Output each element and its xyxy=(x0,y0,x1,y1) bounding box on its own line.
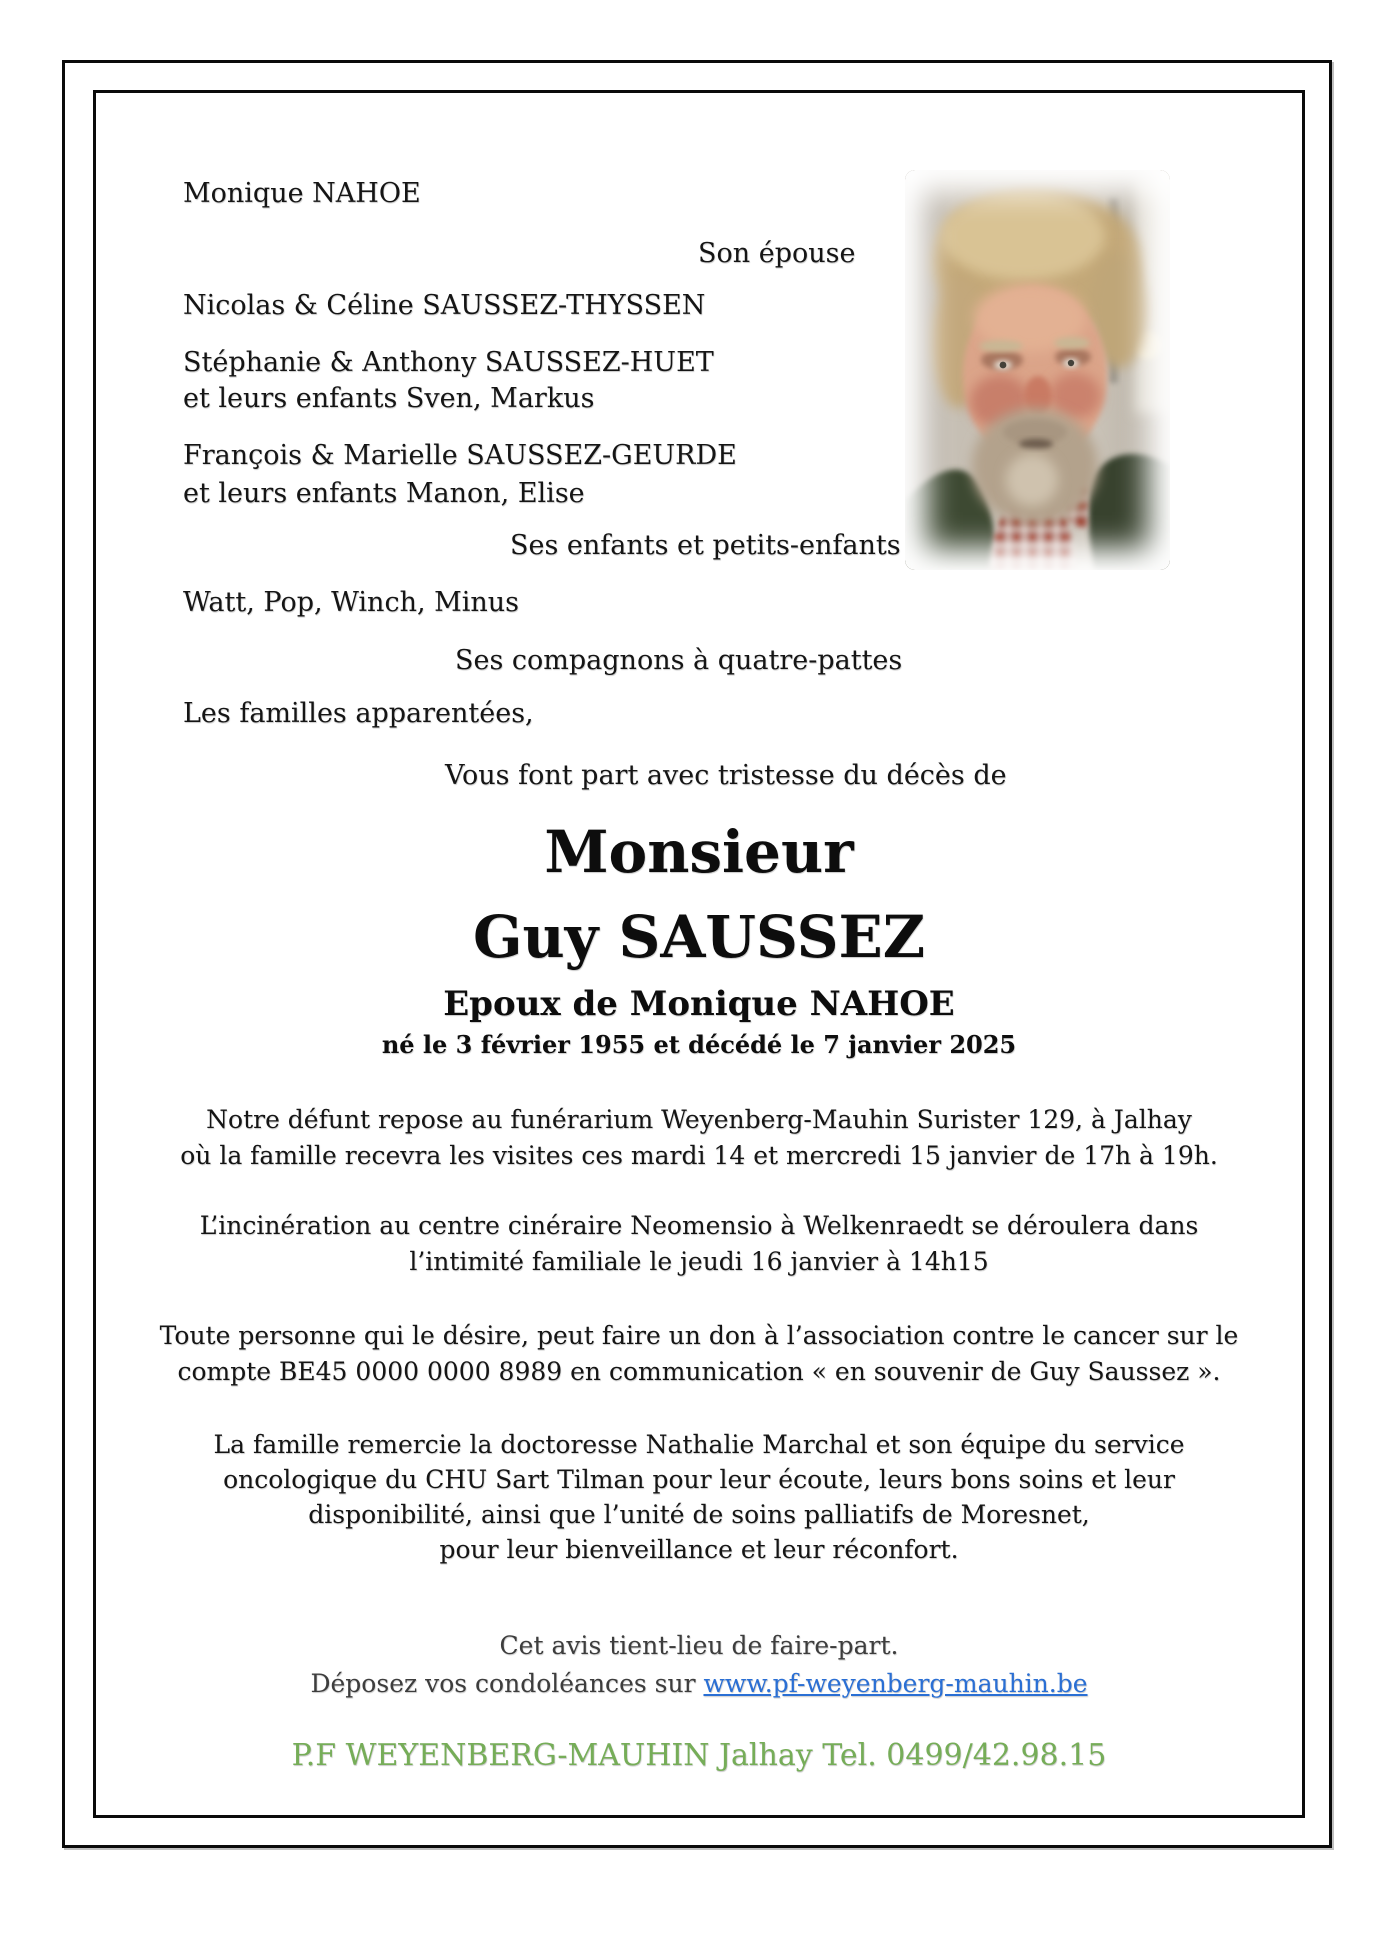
deceased-title: Monsieur xyxy=(544,818,854,886)
announcement-line: Vous font part avec tristesse du décès de xyxy=(445,760,1007,791)
deceased-name: Guy SAUSSEZ xyxy=(472,903,926,971)
spouse-role: Son épouse xyxy=(698,238,856,269)
repose-line-1: Notre défunt repose au funérarium Weyenberg-Mauhin Surister 129, à Jalhay xyxy=(206,1105,1192,1134)
repose-line-2: où la famille recevra les visites ces mardi 14 et mercredi 15 janvier de 17h à 19h. xyxy=(180,1141,1218,1170)
pets-names: Watt, Pop, Winch, Minus xyxy=(183,587,520,618)
child-line-2: Stéphanie & Anthony SAUSSEZ-HUET xyxy=(183,347,714,378)
portrait-photo xyxy=(905,170,1170,570)
child-line-3: François & Marielle SAUSSEZ-GEURDE xyxy=(183,440,737,471)
funeral-home-footer: P.F WEYENBERG-MAUHIN Jalhay Tel. 0499/42.98.15 xyxy=(291,1738,1107,1773)
related-families: Les familles apparentées, xyxy=(183,698,534,729)
spouse-name: Monique NAHOE xyxy=(183,178,421,209)
condolences-line xyxy=(93,1668,1305,1700)
deceased-subtitle: Epoux de Monique NAHOE xyxy=(443,984,955,1024)
child-line-3b: et leurs enfants Manon, Elise xyxy=(183,478,585,509)
thanks-line-4: pour leur bienveillance et leur réconfort. xyxy=(439,1535,959,1564)
child-line-1: Nicolas & Céline SAUSSEZ-THYSSEN xyxy=(183,290,706,321)
incineration-line-1: L’incinération au centre cinéraire Neomensio à Welkenraedt se déroulera dans xyxy=(199,1211,1199,1240)
condolences-prefix: Déposez vos condoléances sur xyxy=(310,1669,704,1698)
notice-statement: Cet avis tient-lieu de faire-part. xyxy=(499,1631,899,1660)
portrait-illustration xyxy=(905,170,1170,570)
donation-line-1: Toute personne qui le désire, peut faire un don à l’association contre le cancer sur le xyxy=(159,1321,1239,1350)
child-line-2b: et leurs enfants Sven, Markus xyxy=(183,383,595,414)
children-role: Ses enfants et petits-enfants xyxy=(510,530,901,561)
donation-line-2: compte BE45 0000 0000 8989 en communication « en souvenir de Guy Saussez ». xyxy=(177,1357,1221,1386)
thanks-line-2: oncologique du CHU Sart Tilman pour leur écoute, leurs bons soins et leur xyxy=(223,1465,1175,1494)
condolences-link[interactable]: www.pf-weyenberg-mauhin.be xyxy=(703,1669,1088,1698)
deceased-dates: né le 3 février 1955 et décédé le 7 janvier 2025 xyxy=(381,1030,1017,1059)
thanks-line-1: La famille remercie la doctoresse Nathalie Marchal et son équipe du service xyxy=(213,1430,1185,1459)
incineration-line-2: l’intimité familiale le jeudi 16 janvier à 14h15 xyxy=(409,1247,989,1276)
pets-role: Ses compagnons à quatre-pattes xyxy=(455,645,903,676)
thanks-line-3: disponibilité, ainsi que l’unité de soins palliatifs de Moresnet, xyxy=(308,1500,1090,1529)
